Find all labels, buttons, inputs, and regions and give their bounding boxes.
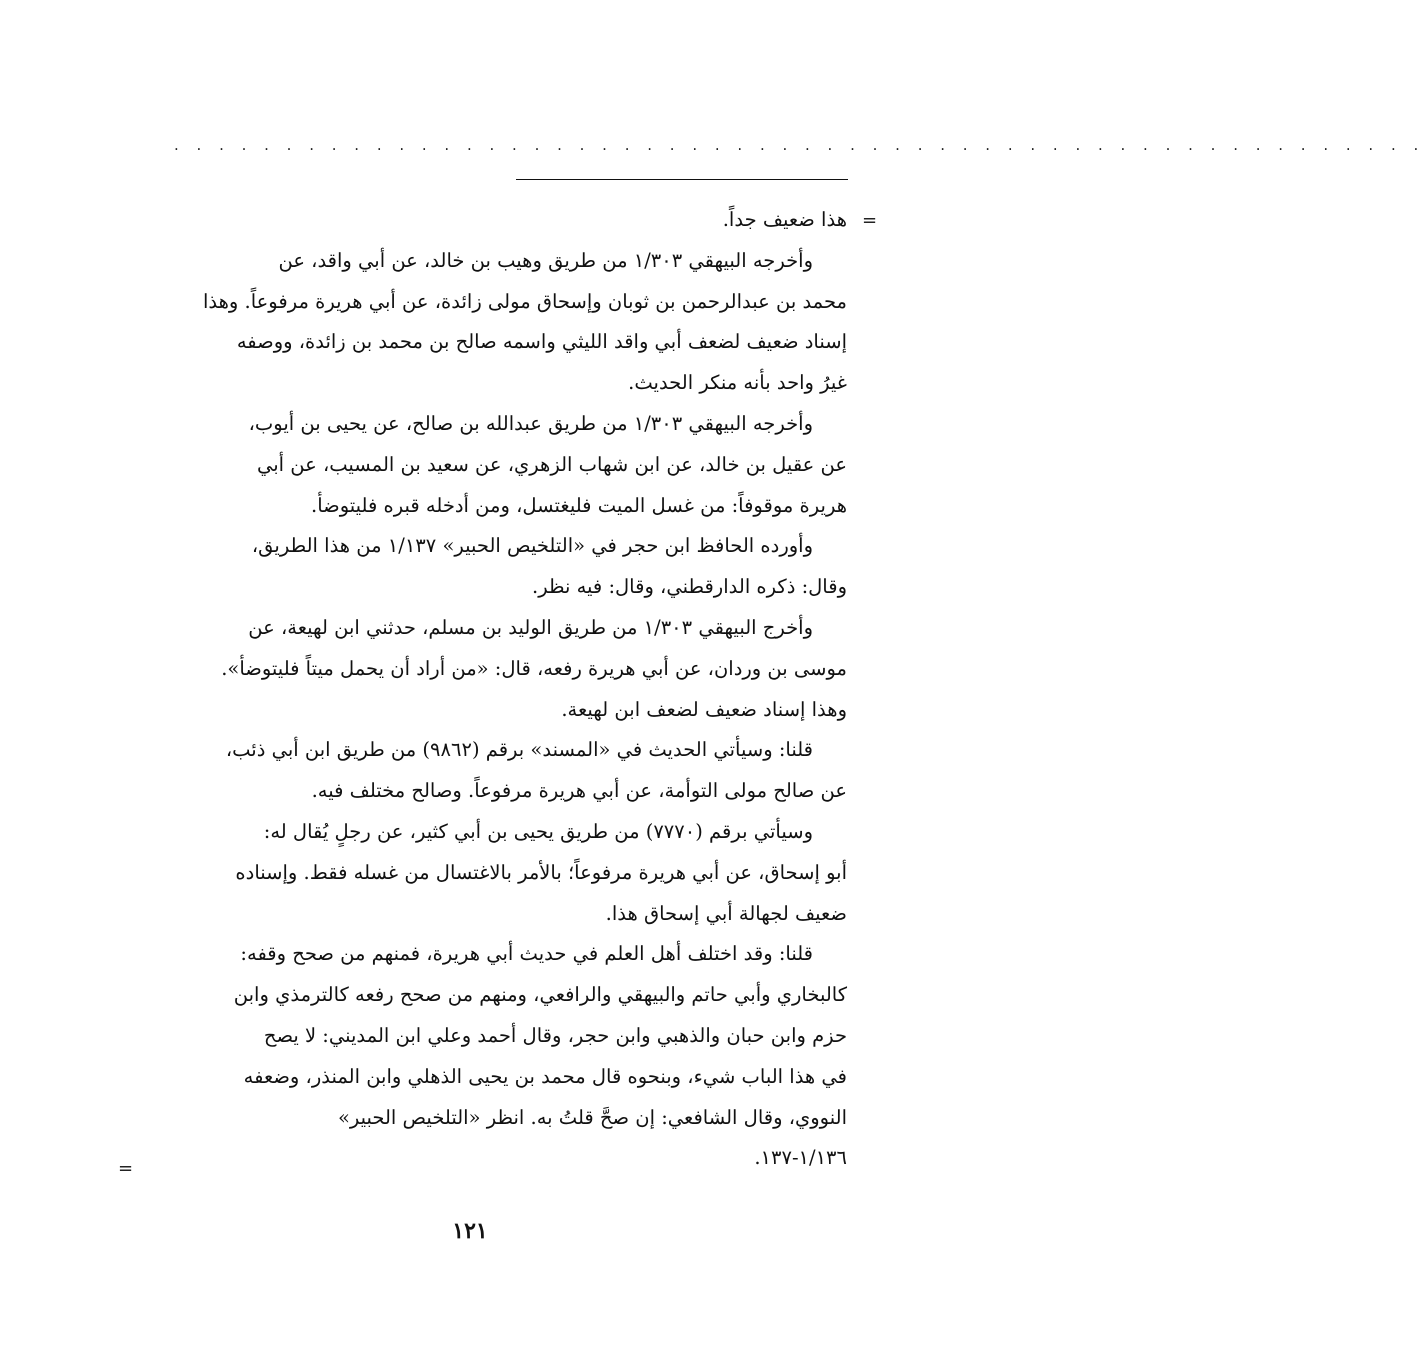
text-line: ١/١٣٦-١٣٧.: [754, 1146, 847, 1170]
paragraph: [150, 200, 847, 241]
footnote-rule: [516, 179, 848, 180]
paragraph: [150, 730, 847, 812]
text-line: عن صالح مولى التوأمة، عن أبي هريرة مرفوعاً. وصالح مختلف فيه.: [311, 779, 847, 803]
paragraph: [150, 934, 847, 1179]
text-line: قلنا: وقد اختلف أهل العلم في حديث أبي هريرة، فمنهم من صحح وقفه:: [240, 942, 813, 966]
paragraph: [150, 812, 847, 934]
text-line: وأخرج البيهقي ١/٣٠٣ من طريق الوليد بن مسلم، حدثني ابن لهيعة، عن: [248, 615, 813, 639]
text-line: وأورده الحافظ ابن حجر في «التلخيص الحبير» ١/١٣٧ من هذا الطريق،: [251, 534, 813, 558]
text-line: عن عقيل بن خالد، عن ابن شهاب الزهري، عن سعيد بن المسيب، عن أبي: [256, 452, 847, 476]
text-line: وسيأتي برقم (٧٧٧٠) من طريق يحيى بن أبي كثير، عن رجلٍ يُقال له:: [263, 819, 813, 843]
text-line: هريرة موقوفاً: من غسل الميت فليغتسل، ومن أدخله قبره فليتوضأ.: [311, 493, 847, 517]
paragraph: [150, 608, 847, 730]
text-line: إسناد ضعيف لضعف أبي واقد الليثي واسمه صالح بن محمد بن زائدة، ووصفه: [236, 330, 847, 354]
text-line: ضعيف لجهالة أبي إسحاق هذا.: [605, 901, 847, 925]
text-line: كالبخاري وأبي حاتم والبيهقي والرافعي، ومنهم من صحح رفعه كالترمذي وابن: [233, 983, 847, 1007]
paragraph: [150, 404, 847, 526]
continuation-mark-top: =: [862, 210, 878, 231]
text-line: في هذا الباب شيء، وبنحوه قال محمد بن يحيى الذهلي وابن المنذر، وضعفه: [243, 1064, 847, 1088]
text-line: وهذا إسناد ضعيف لضعف ابن لهيعة.: [561, 697, 847, 721]
text-line: النووي، وقال الشافعي: إن صحَّ قلتُ به. انظر «التلخيص الحبير»: [337, 1105, 847, 1129]
continuation-mark-bottom: =: [118, 1158, 134, 1179]
text-line: غيرُ واحد بأنه منكر الحديث.: [628, 371, 847, 395]
text-line: قلنا: وسيأتي الحديث في «المسند» برقم (٩٨٦٢) من طريق ابن أبي ذئب،: [225, 738, 813, 762]
paragraph: [150, 241, 847, 404]
page-number: ١٢١: [452, 1218, 488, 1244]
text-line: موسى بن وردان، عن أبي هريرة رفعه، قال: «من أراد أن يحمل ميتاً فليتوضأ».: [221, 656, 847, 680]
text-line: وأخرجه البيهقي ١/٣٠٣ من طريق عبدالله بن صالح، عن يحيى بن أيوب،: [248, 411, 813, 435]
paragraph: [150, 526, 847, 608]
text-line: وقال: ذكره الدارقطني، وقال: فيه نظر.: [532, 575, 847, 599]
footnote-text: [150, 200, 847, 1179]
text-line: محمد بن عبدالرحمن بن ثوبان وإسحاق مولى زائدة، عن أبي هريرة مرفوعاً. وهذا: [202, 289, 847, 313]
text-line: حزم وابن حبان والذهبي وابن حجر، وقال أحمد وعلي ابن المديني: لا يصح: [263, 1023, 847, 1047]
text-line: أبو إسحاق، عن أبي هريرة مرفوعاً؛ بالأمر بالاغتسال من غسله فقط. وإسناده: [235, 860, 847, 884]
text-line: هذا ضعيف جداً.: [722, 208, 847, 231]
text-line: وأخرجه البيهقي ١/٣٠٣ من طريق وهيب بن خالد، عن أبي واقد، عن: [278, 248, 813, 272]
dotted-separator: . . . . . . . . . . . . . . . . . . . . . . . . . . . . . . . . . . . . . . . . . . . . . . . . . . . . . . . .: [174, 136, 1425, 154]
